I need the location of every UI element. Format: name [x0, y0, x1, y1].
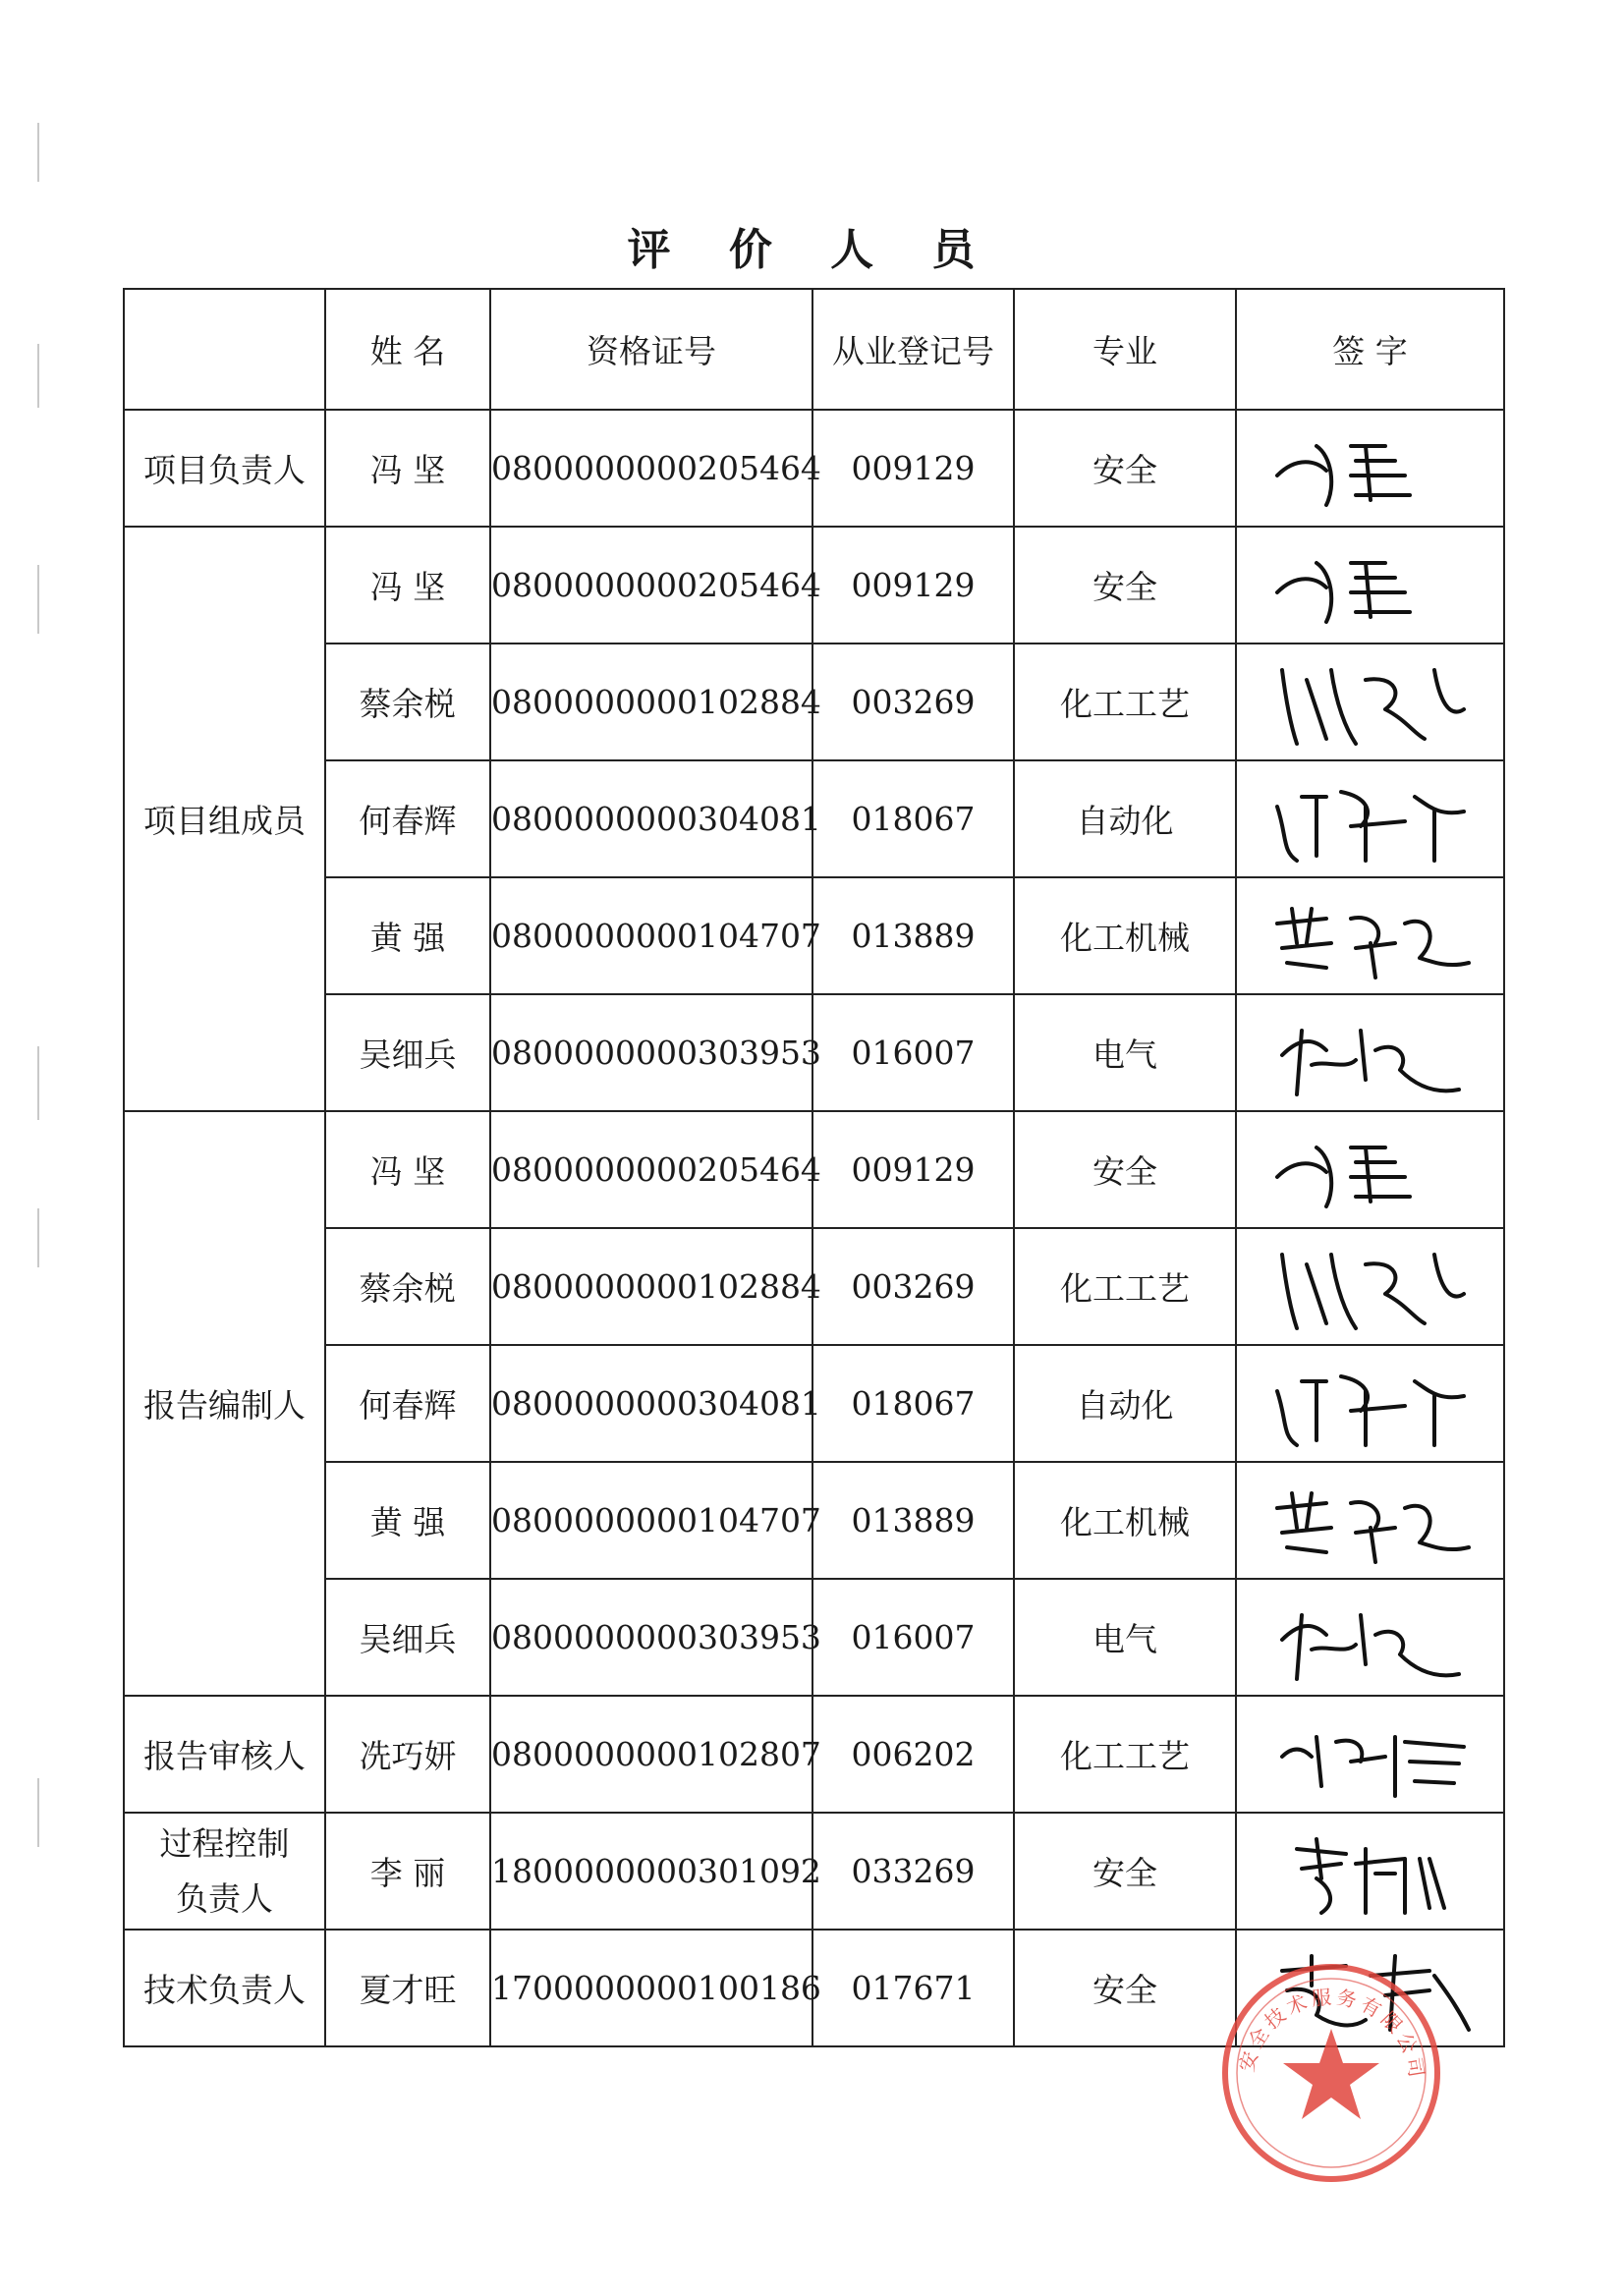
qualification-no-cell: 0800000000205464 — [490, 1111, 812, 1228]
scan-margin-mark — [37, 1778, 39, 1847]
name-cell: 冯 坚 — [325, 1111, 490, 1228]
handwritten-signature — [1258, 533, 1484, 637]
signature-cell — [1236, 1228, 1504, 1345]
role-label-line: 负责人 — [176, 1878, 273, 1918]
handwritten-signature — [1258, 1469, 1484, 1572]
table-row — [124, 1228, 1504, 1345]
handwritten-signature — [1258, 767, 1484, 870]
role-cell: 报告审核人 — [124, 1696, 325, 1813]
specialty-cell: 自动化 — [1014, 760, 1236, 877]
signature-cell — [1236, 1462, 1504, 1579]
specialty-cell: 化工工艺 — [1014, 1228, 1236, 1345]
specialty-cell: 电气 — [1014, 1579, 1236, 1696]
handwritten-signature — [1258, 1819, 1484, 1923]
name-cell: 冯 坚 — [325, 410, 490, 527]
specialty-cell: 化工机械 — [1014, 877, 1236, 994]
svg-text:安全技术服务有限公司: 安全技术服务有限公司 — [1234, 1985, 1429, 2083]
handwritten-signature — [1258, 1352, 1484, 1455]
qualification-no-cell: 0800000000303953 — [490, 1579, 812, 1696]
handwritten-signature — [1258, 1001, 1484, 1104]
header-name: 姓 名 — [325, 289, 490, 410]
qualification-no-cell: 0800000000102807 — [490, 1696, 812, 1813]
handwritten-signature — [1258, 1586, 1484, 1689]
name-cell: 李 丽 — [325, 1813, 490, 1930]
name-cell: 冯 坚 — [325, 527, 490, 644]
scan-margin-mark — [37, 344, 39, 408]
qualification-no-cell: 0800000000104707 — [490, 1462, 812, 1579]
signature-cell — [1236, 1813, 1504, 1930]
header-qualification-no: 资格证号 — [490, 289, 812, 410]
signature-cell — [1236, 1696, 1504, 1813]
qualification-no-cell: 0800000000104707 — [490, 877, 812, 994]
table-row — [124, 644, 1504, 760]
header-specialty: 专业 — [1014, 289, 1236, 410]
signature-cell — [1236, 410, 1504, 527]
signature-cell — [1236, 1111, 1504, 1228]
name-cell: 黄 强 — [325, 877, 490, 994]
registration-no-cell: 009129 — [812, 1111, 1014, 1228]
qualification-no-cell: 0800000000303953 — [490, 994, 812, 1111]
handwritten-signature — [1258, 1235, 1484, 1338]
registration-no-cell: 017671 — [812, 1930, 1014, 2046]
specialty-cell: 安全 — [1014, 1930, 1236, 2046]
table-row — [124, 1345, 1504, 1462]
registration-no-cell: 013889 — [812, 877, 1014, 994]
signature-cell — [1236, 1345, 1504, 1462]
personnel-table — [123, 288, 1505, 2047]
role-cell: 报告编制人 — [124, 1111, 325, 1696]
name-cell: 黄 强 — [325, 1462, 490, 1579]
name-cell: 蔡余棁 — [325, 644, 490, 760]
scan-margin-mark — [37, 1046, 39, 1120]
header-signature: 签 字 — [1236, 289, 1504, 410]
specialty-cell: 安全 — [1014, 1813, 1236, 1930]
role-cell — [124, 1813, 325, 1930]
specialty-cell: 安全 — [1014, 527, 1236, 644]
table-row — [124, 877, 1504, 994]
specialty-cell: 化工工艺 — [1014, 1696, 1236, 1813]
role-cell: 项目负责人 — [124, 410, 325, 527]
specialty-cell: 电气 — [1014, 994, 1236, 1111]
page-title: 评 价 人 员 — [627, 225, 997, 275]
registration-no-cell: 003269 — [812, 1228, 1014, 1345]
table-row — [124, 994, 1504, 1111]
handwritten-signature — [1258, 884, 1484, 987]
name-cell: 冼巧妍 — [325, 1696, 490, 1813]
table-row — [124, 760, 1504, 877]
specialty-cell: 化工工艺 — [1014, 644, 1236, 760]
specialty-cell: 安全 — [1014, 410, 1236, 527]
qualification-no-cell: 0800000000304081 — [490, 760, 812, 877]
handwritten-signature — [1258, 650, 1484, 754]
registration-no-cell: 003269 — [812, 644, 1014, 760]
specialty-cell: 安全 — [1014, 1111, 1236, 1228]
role-cell: 项目组成员 — [124, 527, 325, 1111]
scan-margin-mark — [37, 123, 39, 182]
specialty-cell: 自动化 — [1014, 1345, 1236, 1462]
header-registration-no: 从业登记号 — [812, 289, 1014, 410]
qualification-no-cell: 0800000000102884 — [490, 644, 812, 760]
table-row — [124, 410, 1504, 527]
registration-no-cell: 018067 — [812, 1345, 1014, 1462]
name-cell: 何春辉 — [325, 1345, 490, 1462]
table-row — [124, 1462, 1504, 1579]
name-cell: 吴细兵 — [325, 1579, 490, 1696]
role-cell: 技术负责人 — [124, 1930, 325, 2046]
registration-no-cell: 018067 — [812, 760, 1014, 877]
table-row — [124, 527, 1504, 644]
qualification-no-cell: 1800000000301092 — [490, 1813, 812, 1930]
registration-no-cell: 033269 — [812, 1813, 1014, 1930]
table-row — [124, 1813, 1504, 1930]
qualification-no-cell: 0800000000205464 — [490, 527, 812, 644]
table-row — [124, 1579, 1504, 1696]
table-row — [124, 1696, 1504, 1813]
registration-no-cell: 016007 — [812, 994, 1014, 1111]
handwritten-signature — [1258, 1703, 1484, 1806]
scan-margin-mark — [37, 565, 39, 634]
registration-no-cell: 016007 — [812, 1579, 1014, 1696]
signature-cell — [1236, 527, 1504, 644]
qualification-no-cell: 0800000000205464 — [490, 410, 812, 527]
role-label-line: 过程控制 — [159, 1823, 290, 1863]
table-header-row — [124, 289, 1504, 410]
name-cell: 吴细兵 — [325, 994, 490, 1111]
company-seal-stamp — [1218, 1960, 1444, 2186]
registration-no-cell: 013889 — [812, 1462, 1014, 1579]
signature-cell — [1236, 994, 1504, 1111]
handwritten-signature — [1258, 1118, 1484, 1221]
signature-cell — [1236, 877, 1504, 994]
signature-cell — [1236, 1579, 1504, 1696]
table-row — [124, 1111, 1504, 1228]
registration-no-cell: 009129 — [812, 527, 1014, 644]
qualification-no-cell: 1700000000100186 — [490, 1930, 812, 2046]
specialty-cell: 化工机械 — [1014, 1462, 1236, 1579]
handwritten-signature — [1258, 417, 1484, 520]
signature-cell — [1236, 760, 1504, 877]
signature-cell — [1236, 644, 1504, 760]
qualification-no-cell: 0800000000304081 — [490, 1345, 812, 1462]
scan-margin-mark — [37, 1208, 39, 1267]
name-cell: 蔡余棁 — [325, 1228, 490, 1345]
registration-no-cell: 006202 — [812, 1696, 1014, 1813]
registration-no-cell: 009129 — [812, 410, 1014, 527]
name-cell: 夏才旺 — [325, 1930, 490, 2046]
header-blank-cell — [124, 289, 325, 410]
qualification-no-cell: 0800000000102884 — [490, 1228, 812, 1345]
name-cell: 何春辉 — [325, 760, 490, 877]
